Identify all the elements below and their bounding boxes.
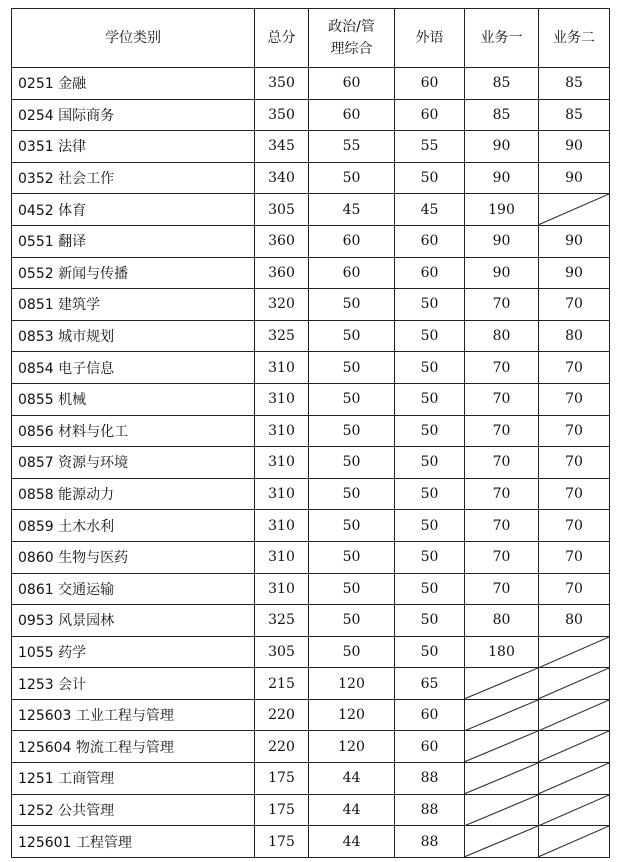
table-row: [12, 636, 610, 668]
table-row: [12, 763, 610, 795]
cell-category: 125604 物流工程与管理: [12, 731, 255, 763]
cell-politics: 60: [309, 225, 395, 257]
cell-subject2: 70: [539, 478, 610, 510]
table-row: [12, 320, 610, 352]
header-row: [12, 9, 610, 68]
cell-total: 350: [255, 68, 309, 100]
cell-total: 220: [255, 731, 309, 763]
cell-politics: 50: [309, 162, 395, 194]
table-row: [12, 131, 610, 163]
cell-foreign: 50: [395, 605, 465, 637]
cell-category: 0254 国际商务: [12, 99, 255, 131]
cell-foreign: 50: [395, 510, 465, 542]
diagonal-slash-icon: [465, 795, 538, 826]
table-row: [12, 794, 610, 826]
table-row: [12, 289, 610, 321]
cell-subject2: 70: [539, 510, 610, 542]
cell-subject1: 90: [465, 257, 539, 289]
cell-total: 310: [255, 352, 309, 384]
cell-total: 310: [255, 541, 309, 573]
diagonal-slash-icon: [539, 700, 609, 731]
cell-category: 0855 机械: [12, 383, 255, 415]
cell-subject2: 90: [539, 225, 610, 257]
table-row: [12, 99, 610, 131]
cell-category: 0853 城市规划: [12, 320, 255, 352]
cell-category: 125601 工程管理: [12, 826, 255, 858]
cell-category: 0352 社会工作: [12, 162, 255, 194]
table-row: [12, 573, 610, 605]
table-row: [12, 194, 610, 226]
cell-subject2: 90: [539, 257, 610, 289]
cell-foreign: 50: [395, 352, 465, 384]
cell-foreign: 50: [395, 478, 465, 510]
cell-subject2: 85: [539, 68, 610, 100]
cell-politics: 50: [309, 415, 395, 447]
table-row: [12, 478, 610, 510]
cell-subject1: 70: [465, 383, 539, 415]
cell-foreign: 50: [395, 541, 465, 573]
cell-category: 0861 交通运输: [12, 573, 255, 605]
cell-subject1: 85: [465, 68, 539, 100]
cell-category: 1251 工商管理: [12, 763, 255, 795]
cell-politics: 50: [309, 573, 395, 605]
cell-total: 325: [255, 320, 309, 352]
cell-category: 0854 电子信息: [12, 352, 255, 384]
cell-subject1: 190: [465, 194, 539, 226]
cell-subject2: 80: [539, 605, 610, 637]
cell-politics: 50: [309, 636, 395, 668]
cell-category: 0551 翻译: [12, 225, 255, 257]
cell-subject1: 90: [465, 225, 539, 257]
header-politics-line2: 理综合: [330, 41, 373, 57]
cell-politics: 44: [309, 763, 395, 795]
empty-slash-cell: [539, 794, 610, 826]
cell-subject1: 70: [465, 447, 539, 479]
cell-subject1: 85: [465, 99, 539, 131]
cell-politics: 50: [309, 541, 395, 573]
empty-slash-cell: [539, 826, 610, 858]
table-row: [12, 383, 610, 415]
diagonal-slash-icon: [539, 637, 609, 668]
cell-politics: 60: [309, 257, 395, 289]
cell-subject2: 70: [539, 573, 610, 605]
cell-total: 325: [255, 605, 309, 637]
cell-foreign: 50: [395, 320, 465, 352]
cell-foreign: 50: [395, 447, 465, 479]
cell-politics: 50: [309, 289, 395, 321]
header-category: 学位类别: [12, 9, 255, 68]
cell-foreign: 50: [395, 289, 465, 321]
diagonal-slash-icon: [539, 826, 609, 857]
diagonal-slash-icon: [465, 668, 538, 699]
cell-category: 1252 公共管理: [12, 794, 255, 826]
cell-politics: 120: [309, 699, 395, 731]
cell-subject1: 70: [465, 478, 539, 510]
cell-subject2: 80: [539, 320, 610, 352]
empty-slash-cell: [465, 763, 539, 795]
table-row: [12, 826, 610, 858]
cell-foreign: 50: [395, 573, 465, 605]
diagonal-slash-icon: [539, 795, 609, 826]
cell-total: 310: [255, 383, 309, 415]
table-row: [12, 352, 610, 384]
cell-total: 345: [255, 131, 309, 163]
cell-total: 215: [255, 668, 309, 700]
diagonal-slash-icon: [465, 731, 538, 762]
cell-total: 305: [255, 194, 309, 226]
header-foreign: 外语: [395, 9, 465, 68]
table-row: [12, 668, 610, 700]
cell-foreign: 88: [395, 794, 465, 826]
empty-slash-cell: [465, 731, 539, 763]
table-row: [12, 68, 610, 100]
cell-foreign: 60: [395, 225, 465, 257]
empty-slash-cell: [539, 194, 610, 226]
cell-subject2: 70: [539, 289, 610, 321]
table-row: [12, 541, 610, 573]
empty-slash-cell: [539, 699, 610, 731]
cell-foreign: 50: [395, 415, 465, 447]
cell-subject1: 70: [465, 541, 539, 573]
cell-category: 0351 法律: [12, 131, 255, 163]
header-subject2: 业务二: [539, 9, 610, 68]
cell-subject1: 70: [465, 415, 539, 447]
empty-slash-cell: [539, 668, 610, 700]
cell-subject1: 180: [465, 636, 539, 668]
table-row: [12, 510, 610, 542]
cell-category: 0860 生物与医药: [12, 541, 255, 573]
cell-total: 220: [255, 699, 309, 731]
cell-subject1: 90: [465, 131, 539, 163]
cell-subject1: 70: [465, 352, 539, 384]
cell-subject2: 70: [539, 541, 610, 573]
cell-total: 175: [255, 826, 309, 858]
cell-subject2: 70: [539, 415, 610, 447]
cell-foreign: 88: [395, 826, 465, 858]
header-total: 总分: [255, 9, 309, 68]
cell-category: 1055 药学: [12, 636, 255, 668]
cell-foreign: 60: [395, 99, 465, 131]
cell-subject1: 70: [465, 510, 539, 542]
cell-politics: 50: [309, 478, 395, 510]
cell-foreign: 55: [395, 131, 465, 163]
cell-politics: 44: [309, 794, 395, 826]
cell-subject2: 90: [539, 162, 610, 194]
cell-foreign: 60: [395, 731, 465, 763]
cell-category: 0552 新闻与传播: [12, 257, 255, 289]
cell-subject1: 90: [465, 162, 539, 194]
cell-subject2: 90: [539, 131, 610, 163]
cell-foreign: 60: [395, 257, 465, 289]
cell-foreign: 50: [395, 162, 465, 194]
empty-slash-cell: [539, 731, 610, 763]
diagonal-slash-icon: [539, 763, 609, 794]
empty-slash-cell: [539, 763, 610, 795]
diagonal-slash-icon: [539, 731, 609, 762]
empty-slash-cell: [465, 699, 539, 731]
cell-total: 360: [255, 225, 309, 257]
cell-politics: 50: [309, 605, 395, 637]
empty-slash-cell: [539, 636, 610, 668]
cell-total: 175: [255, 794, 309, 826]
cell-subject2: 70: [539, 383, 610, 415]
cell-politics: 50: [309, 447, 395, 479]
cell-total: 310: [255, 415, 309, 447]
cell-foreign: 45: [395, 194, 465, 226]
cell-politics: 55: [309, 131, 395, 163]
cell-total: 340: [255, 162, 309, 194]
cell-politics: 50: [309, 320, 395, 352]
diagonal-slash-icon: [465, 826, 538, 857]
cell-foreign: 65: [395, 668, 465, 700]
cell-foreign: 60: [395, 68, 465, 100]
cell-subject1: 70: [465, 289, 539, 321]
cell-total: 310: [255, 573, 309, 605]
cell-category: 125603 工业工程与管理: [12, 699, 255, 731]
empty-slash-cell: [465, 794, 539, 826]
table-row: [12, 447, 610, 479]
diagonal-slash-icon: [539, 194, 609, 225]
cell-subject1: 80: [465, 320, 539, 352]
table-row: [12, 415, 610, 447]
cell-foreign: 88: [395, 763, 465, 795]
table-row: [12, 257, 610, 289]
empty-slash-cell: [465, 668, 539, 700]
cell-subject1: 80: [465, 605, 539, 637]
cell-subject2: 85: [539, 99, 610, 131]
cell-category: 1253 会计: [12, 668, 255, 700]
cell-total: 350: [255, 99, 309, 131]
cell-politics: 50: [309, 510, 395, 542]
table-row: [12, 162, 610, 194]
empty-slash-cell: [465, 826, 539, 858]
cell-total: 310: [255, 510, 309, 542]
table-body: [12, 68, 610, 858]
cell-subject1: 70: [465, 573, 539, 605]
cell-foreign: 50: [395, 383, 465, 415]
cell-subject2: 70: [539, 447, 610, 479]
table-row: [12, 699, 610, 731]
cell-politics: 44: [309, 826, 395, 858]
header-subject1: 业务一: [465, 9, 539, 68]
cell-politics: 45: [309, 194, 395, 226]
cell-total: 360: [255, 257, 309, 289]
table-row: [12, 605, 610, 637]
diagonal-slash-icon: [465, 763, 538, 794]
cell-total: 320: [255, 289, 309, 321]
cell-politics: 120: [309, 731, 395, 763]
cell-politics: 50: [309, 352, 395, 384]
cell-total: 310: [255, 478, 309, 510]
cell-subject2: 70: [539, 352, 610, 384]
cell-category: 0858 能源动力: [12, 478, 255, 510]
table-header: [12, 9, 610, 68]
header-politics: [309, 9, 395, 68]
cell-category: 0857 资源与环境: [12, 447, 255, 479]
cell-total: 175: [255, 763, 309, 795]
cell-foreign: 60: [395, 699, 465, 731]
cell-total: 310: [255, 447, 309, 479]
cell-category: 0859 土木水利: [12, 510, 255, 542]
cell-foreign: 50: [395, 636, 465, 668]
diagonal-slash-icon: [465, 700, 538, 731]
cell-politics: 60: [309, 99, 395, 131]
diagonal-slash-icon: [539, 668, 609, 699]
score-table: [11, 8, 610, 858]
cell-politics: 120: [309, 668, 395, 700]
cell-politics: 50: [309, 383, 395, 415]
table-row: [12, 731, 610, 763]
header-politics-line1: 政治/管: [328, 19, 375, 35]
cell-category: 0851 建筑学: [12, 289, 255, 321]
cell-category: 0856 材料与化工: [12, 415, 255, 447]
cell-politics: 60: [309, 68, 395, 100]
table-row: [12, 225, 610, 257]
cell-category: 0452 体育: [12, 194, 255, 226]
cell-category: 0953 风景园林: [12, 605, 255, 637]
cell-total: 305: [255, 636, 309, 668]
cell-category: 0251 金融: [12, 68, 255, 100]
